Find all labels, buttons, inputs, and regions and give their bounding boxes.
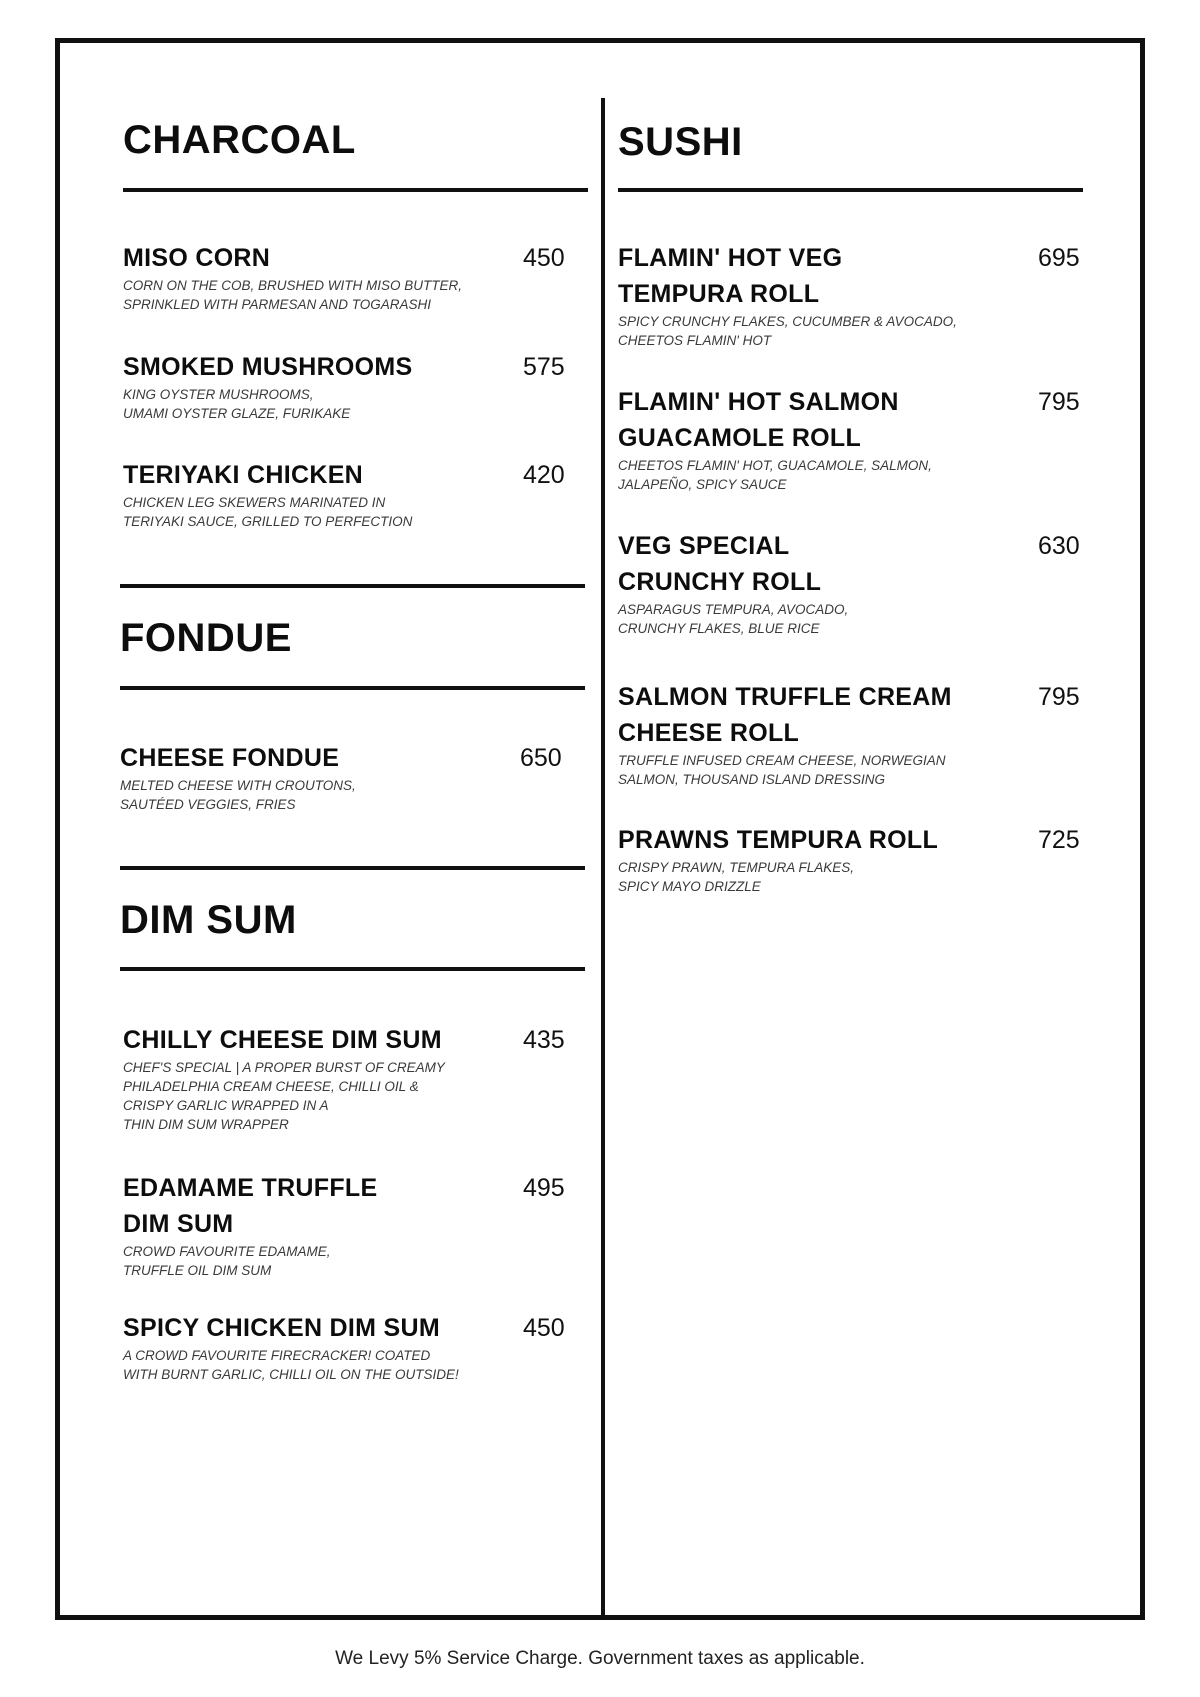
item-price: 450 — [523, 1314, 565, 1342]
item-name: SMOKED MUSHROOMS — [123, 353, 413, 381]
section-rule — [618, 188, 1083, 192]
item-description: CRISPY PRAWN, TEMPURA FLAKES, SPICY MAYO DRIZZLE — [618, 860, 855, 894]
section-rule — [123, 188, 588, 192]
menu-item — [618, 679, 1078, 789]
menu-item — [618, 240, 1078, 350]
section-rule — [120, 584, 585, 588]
item-description: ASPARAGUS TEMPURA, AVOCADO, CRUNCHY FLAKES, BLUE RICE — [618, 602, 849, 636]
column-divider — [601, 98, 605, 1620]
item-description: CROWD FAVOURITE EDAMAME, TRUFFLE OIL DIM SUM — [123, 1244, 331, 1278]
item-name: FLAMIN' HOT SALMON GUACAMOLE ROLL — [618, 388, 899, 452]
item-name: CHEESE FONDUE — [120, 744, 340, 772]
menu-item — [618, 528, 1078, 638]
item-description: A CROWD FAVOURITE FIRECRACKER! COATED WITH BURNT GARLIC, CHILLI OIL ON THE OUTSIDE! — [123, 1348, 459, 1382]
section-title-dim-sum: DIM SUM — [120, 898, 297, 942]
item-name: FLAMIN' HOT VEG TEMPURA ROLL — [618, 244, 843, 308]
item-name: TERIYAKI CHICKEN — [123, 461, 364, 489]
item-name: PRAWNS TEMPURA ROLL — [618, 826, 939, 854]
item-description: CORN ON THE COB, BRUSHED WITH MISO BUTTER, SPRINKLED WITH PARMESAN AND TOGARASHI — [123, 278, 463, 312]
item-description: TRUFFLE INFUSED CREAM CHEESE, NORWEGIAN SALMON, THOUSAND ISLAND DRESSING — [618, 753, 946, 787]
item-price: 435 — [523, 1026, 565, 1054]
item-name: VEG SPECIAL CRUNCHY ROLL — [618, 532, 822, 596]
menu-item — [618, 822, 1078, 896]
item-description: CHEF'S SPECIAL | A PROPER BURST OF CREAMY PHILADELPHIA CREAM CHEESE, CHILLI OIL & CRISPY GARLIC WRAPPED IN A THIN DIM SUM WRAPPER — [123, 1060, 445, 1132]
item-name: SALMON TRUFFLE CREAM CHEESE ROLL — [618, 683, 952, 747]
section-rule — [120, 967, 585, 971]
menu-item — [123, 1310, 583, 1384]
item-price: 695 — [1038, 244, 1080, 272]
menu-item — [123, 349, 583, 423]
menu-item — [120, 740, 580, 814]
item-description: MELTED CHEESE WITH CROUTONS, SAUTÉED VEGGIES, FRIES — [120, 778, 356, 812]
item-price: 420 — [523, 461, 565, 489]
item-price: 725 — [1038, 826, 1080, 854]
item-price: 450 — [523, 244, 565, 272]
item-name: EDAMAME TRUFFLE DIM SUM — [123, 1174, 378, 1238]
item-name: CHILLY CHEESE DIM SUM — [123, 1026, 442, 1054]
item-name: MISO CORN — [123, 244, 271, 272]
item-name: SPICY CHICKEN DIM SUM — [123, 1314, 440, 1342]
section-title-sushi: SUSHI — [618, 120, 743, 164]
item-description: KING OYSTER MUSHROOMS, UMAMI OYSTER GLAZE, FURIKAKE — [123, 387, 351, 421]
item-description: CHEETOS FLAMIN' HOT, GUACAMOLE, SALMON, JALAPEÑO, SPICY SAUCE — [618, 458, 932, 492]
item-price: 575 — [523, 353, 565, 381]
item-description: SPICY CRUNCHY FLAKES, CUCUMBER & AVOCADO, CHEETOS FLAMIN' HOT — [618, 314, 957, 348]
item-price: 795 — [1038, 683, 1080, 711]
menu-item — [618, 384, 1078, 494]
section-title-fondue: FONDUE — [120, 616, 292, 660]
item-price: 495 — [523, 1174, 565, 1202]
item-price: 650 — [520, 744, 562, 772]
item-price: 630 — [1038, 532, 1080, 560]
item-price: 795 — [1038, 388, 1080, 416]
menu-item — [123, 457, 583, 531]
menu-item — [123, 240, 583, 314]
section-rule — [120, 866, 585, 870]
section-title-charcoal: CHARCOAL — [123, 118, 356, 162]
menu-item — [123, 1170, 583, 1280]
section-rule — [120, 686, 585, 690]
menu-item — [123, 1022, 583, 1134]
item-description: CHICKEN LEG SKEWERS MARINATED IN TERIYAKI SAUCE, GRILLED TO PERFECTION — [123, 495, 413, 529]
service-charge-note: We Levy 5% Service Charge. Government taxes as applicable. — [335, 1648, 865, 1669]
